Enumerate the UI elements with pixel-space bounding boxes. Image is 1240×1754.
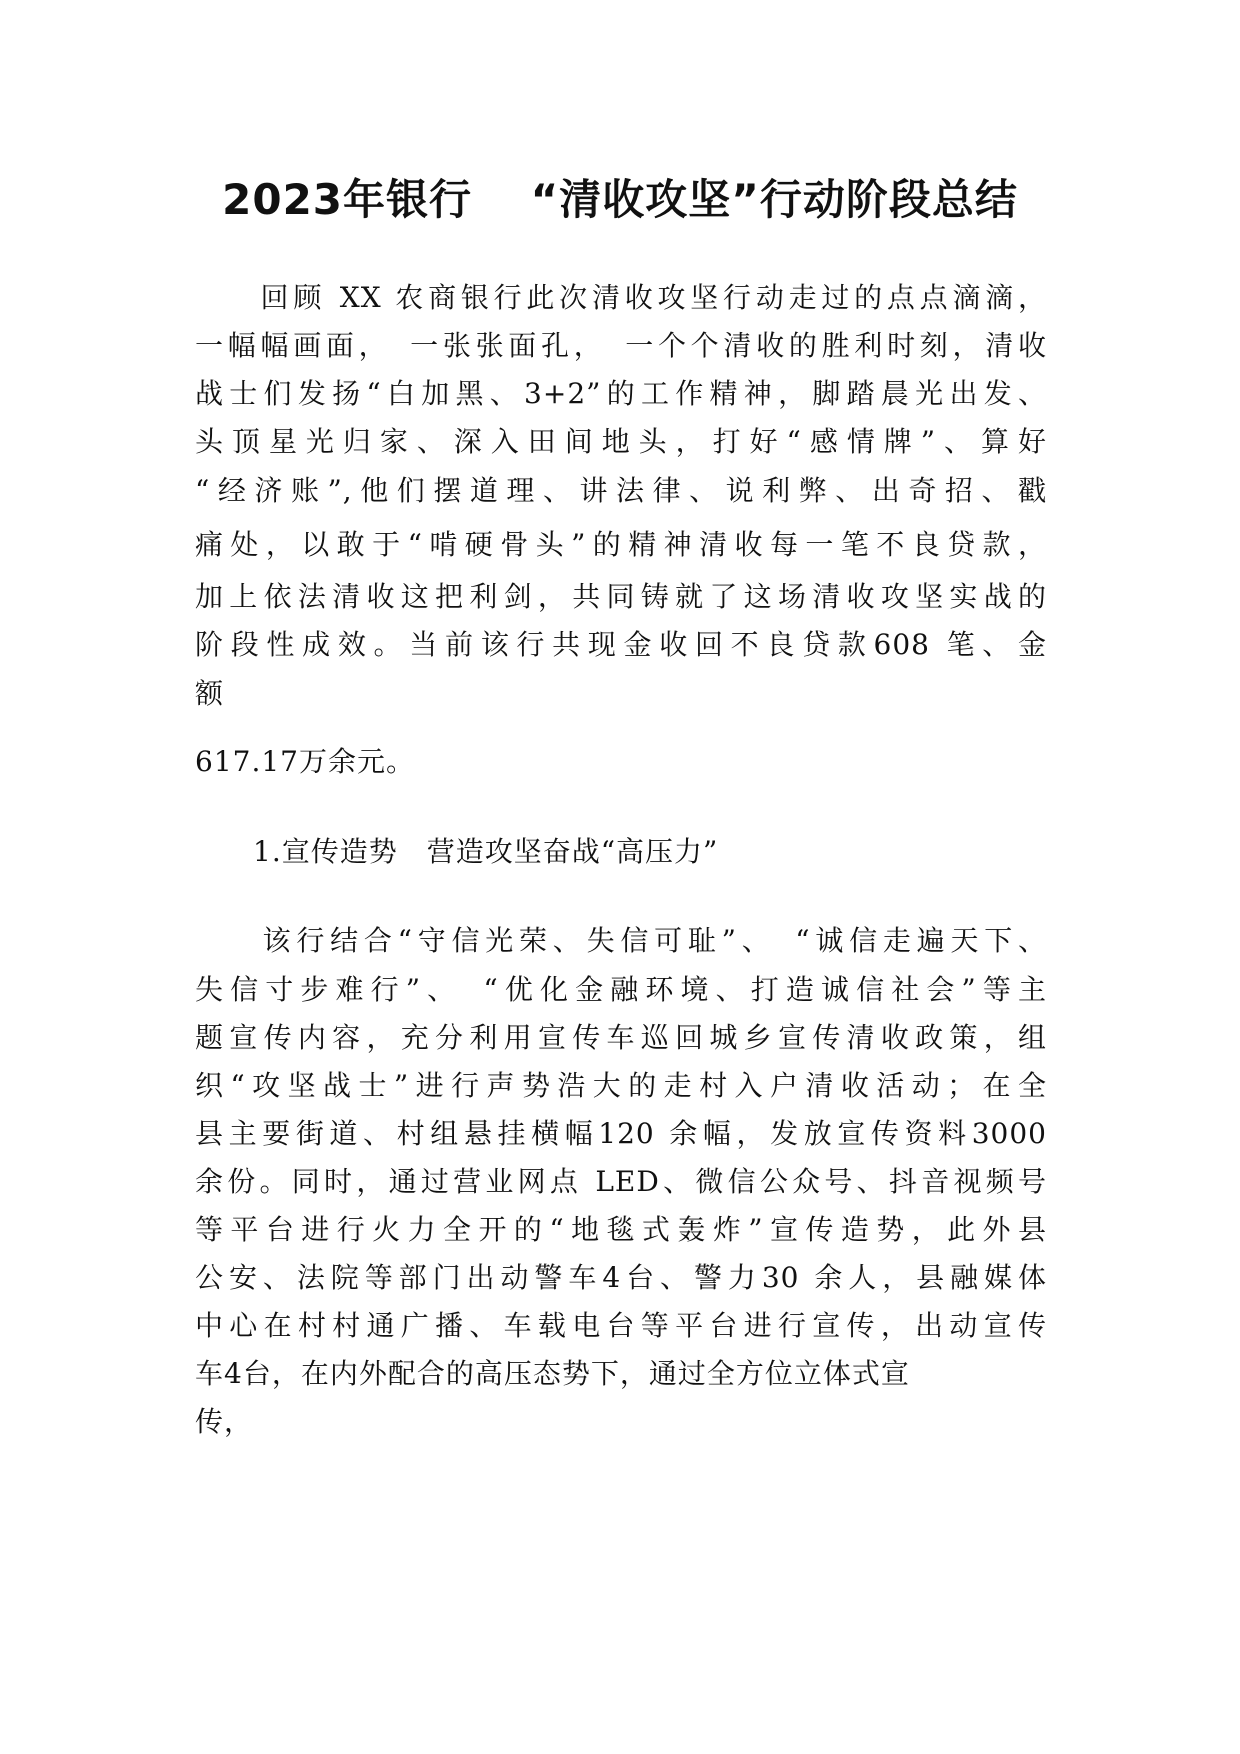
paragraph-2-line-7: 等平台进行火力全开的“地毯式轰炸”宣传造势，此外县 [195, 1213, 1047, 1246]
paragraph-1-line-1: 回顾 XX 农商银行此次清收攻坚行动走过的点点滴滴， [195, 281, 1047, 314]
paragraph-2-line-10: 车4台，在内外配合的高压态势下，通过全方位立体式宣 [195, 1357, 910, 1390]
paragraph-1-line-9: 额 [195, 677, 225, 710]
paragraph-1-line-5: “经济账”,他们摆道理、讲法律、说利弊、出奇招、戳 [195, 474, 1047, 507]
paragraph-1-line-6: 痛处，以敢于“啃硬骨头”的精神清收每一笔不良贷款， [195, 528, 1047, 561]
paragraph-2-line-5: 县主要街道、村组悬挂横幅120 余幅，发放宣传资料3000 [195, 1117, 1047, 1150]
paragraph-2-line-4: 织“攻坚战士”进行声势浩大的走村入户清收活动；在全 [195, 1069, 1047, 1102]
paragraph-2-line-9: 中心在村村通广播、车载电台等平台进行宣传，出动宣传 [195, 1309, 1047, 1342]
paragraph-2-line-3: 题宣传内容，充分利用宣传车巡回城乡宣传清收政策，组 [195, 1021, 1047, 1054]
document-title: 2023年银行 “清收攻坚”行动阶段总结 [222, 175, 1018, 224]
paragraph-1-line-7: 加上依法清收这把利剑，共同铸就了这场清收攻坚实战的 [195, 580, 1047, 613]
paragraph-1-line-10: 617.17万余元。 [195, 745, 415, 778]
paragraph-2-line-2: 失信寸步难行”、 “优化金融环境、打造诚信社会”等主 [195, 973, 1047, 1006]
paragraph-1-line-3: 战士们发扬“白加黑、3+2”的工作精神，脚踏晨光出发、 [195, 377, 1047, 410]
paragraph-1-line-2: 一幅幅画面， 一张张面孔， 一个个清收的胜利时刻，清收 [195, 329, 1047, 362]
paragraph-2-line-8: 公安、法院等部门出动警车4台、警力30 余人，县融媒体 [195, 1261, 1047, 1294]
paragraph-1-line-4: 头顶星光归家、深入田间地头，打好“感情牌”、算好 [195, 425, 1047, 458]
paragraph-1-line-8: 阶段性成效。当前该行共现金收回不良贷款608 笔、金 [195, 628, 1047, 661]
section-1-heading: 1.宣传造势 营造攻坚奋战“高压力” [195, 835, 719, 868]
paragraph-2-line-11: 传， [195, 1405, 254, 1438]
paragraph-2-line-6: 余份。同时，通过营业网点 LED、微信公众号、抖音视频号 [195, 1165, 1047, 1198]
paragraph-2-line-1: 该行结合“守信光荣、失信可耻”、 “诚信走遍天下、 [195, 924, 1047, 957]
